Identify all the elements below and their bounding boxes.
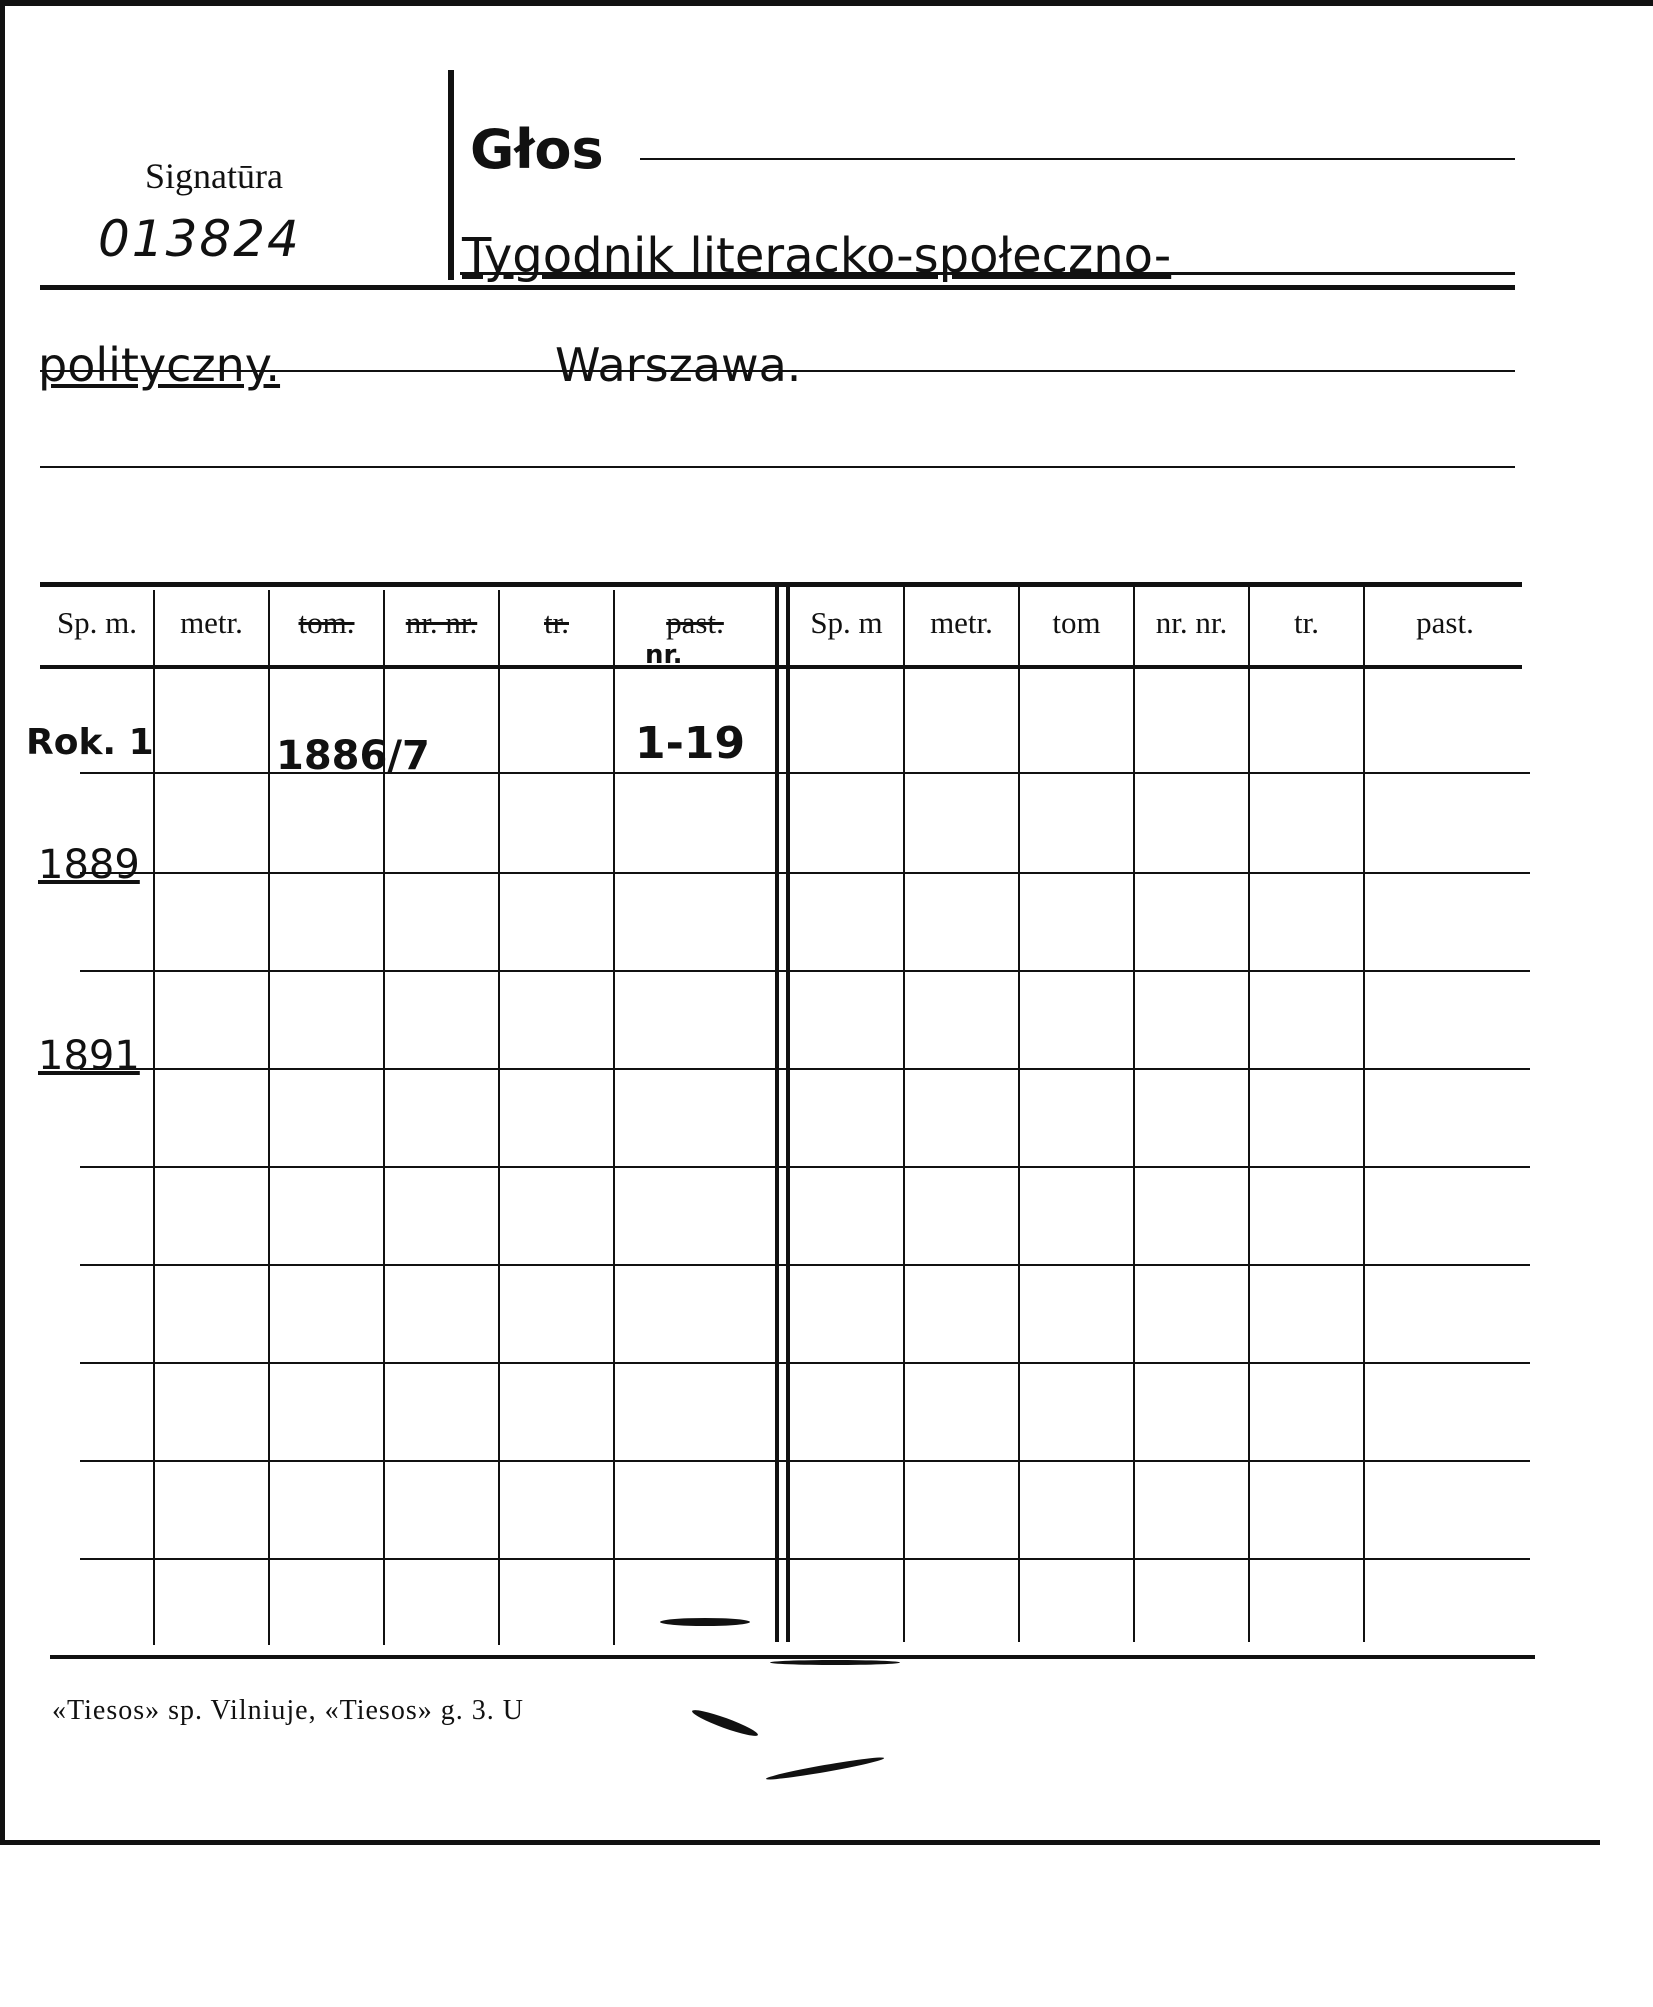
row1-sp-m: Rok. 1 [26, 722, 154, 763]
row1-tom: 1886/7 [276, 733, 430, 779]
row2-sp-m: 1889 [38, 842, 140, 888]
row-line [80, 1068, 1530, 1070]
header-sp-m-left: Sp. m. [56, 605, 138, 640]
row-line [80, 1558, 1530, 1560]
card-bottom-edge [0, 1840, 1600, 1845]
col-line [1133, 582, 1135, 1642]
header-tr-right: tr. [1294, 605, 1319, 640]
title-line-4: Warszawa. [555, 338, 802, 392]
col-line [903, 582, 905, 1642]
ink-smudge [660, 1618, 750, 1626]
ink-smudge [690, 1706, 759, 1739]
col-line [613, 590, 615, 1645]
header-divider [448, 70, 454, 280]
col-line [1248, 582, 1250, 1642]
printer-footer: «Tiesos» sp. Vilniuje, «Tiesos» g. 3. U [52, 1695, 524, 1726]
table-center-divider-a [775, 582, 779, 1642]
row-line [80, 872, 1530, 874]
header-rule [40, 285, 1515, 290]
row-line [80, 970, 1530, 972]
signatura-label: Signatūra [145, 156, 283, 196]
header-nrnr-right: nr. nr. [1155, 605, 1228, 640]
col-line [1018, 582, 1020, 1642]
header-past-right: past. [1416, 605, 1474, 640]
card-left-edge [0, 0, 5, 1845]
row1-past: 1-19 [635, 718, 746, 769]
header-tr-left: tr. [544, 605, 569, 640]
table-bottom-rule [50, 1655, 1535, 1659]
card-top-edge [0, 0, 1653, 6]
table-center-divider-b [786, 582, 790, 1642]
row-line [80, 1264, 1530, 1266]
header-metr-left: metr. [180, 605, 243, 640]
header-sp-m-right: Sp. m [810, 605, 883, 640]
table-header-rule [40, 665, 1522, 669]
header-nrnr-left: nr. nr. [405, 605, 478, 640]
title-line-3: polityczny. [38, 338, 281, 392]
col-line [268, 590, 270, 1645]
title-line-1: Głos [470, 118, 604, 181]
title-rule-1 [640, 158, 1515, 160]
ink-smudge [770, 1660, 900, 1665]
col-line [1363, 582, 1365, 1642]
col-line [498, 590, 500, 1645]
header-tom-right: tom [1052, 605, 1101, 640]
row-line [80, 1362, 1530, 1364]
header-past-left: past. [666, 605, 724, 640]
row3-sp-m: 1891 [38, 1033, 140, 1079]
title-line-2: Tygodnik literacko-społeczno- [462, 228, 1172, 284]
row-line [80, 1166, 1530, 1168]
ink-smudge [765, 1755, 884, 1783]
header-pastnr-handwritten: nr. [645, 640, 683, 670]
header-metr-right: metr. [930, 605, 993, 640]
header-tom-left: tom. [298, 605, 355, 640]
signatura-value: 013824 [98, 210, 301, 268]
title-rule-4 [40, 466, 1515, 468]
row-line [80, 1460, 1530, 1462]
table-top-rule [40, 582, 1522, 587]
